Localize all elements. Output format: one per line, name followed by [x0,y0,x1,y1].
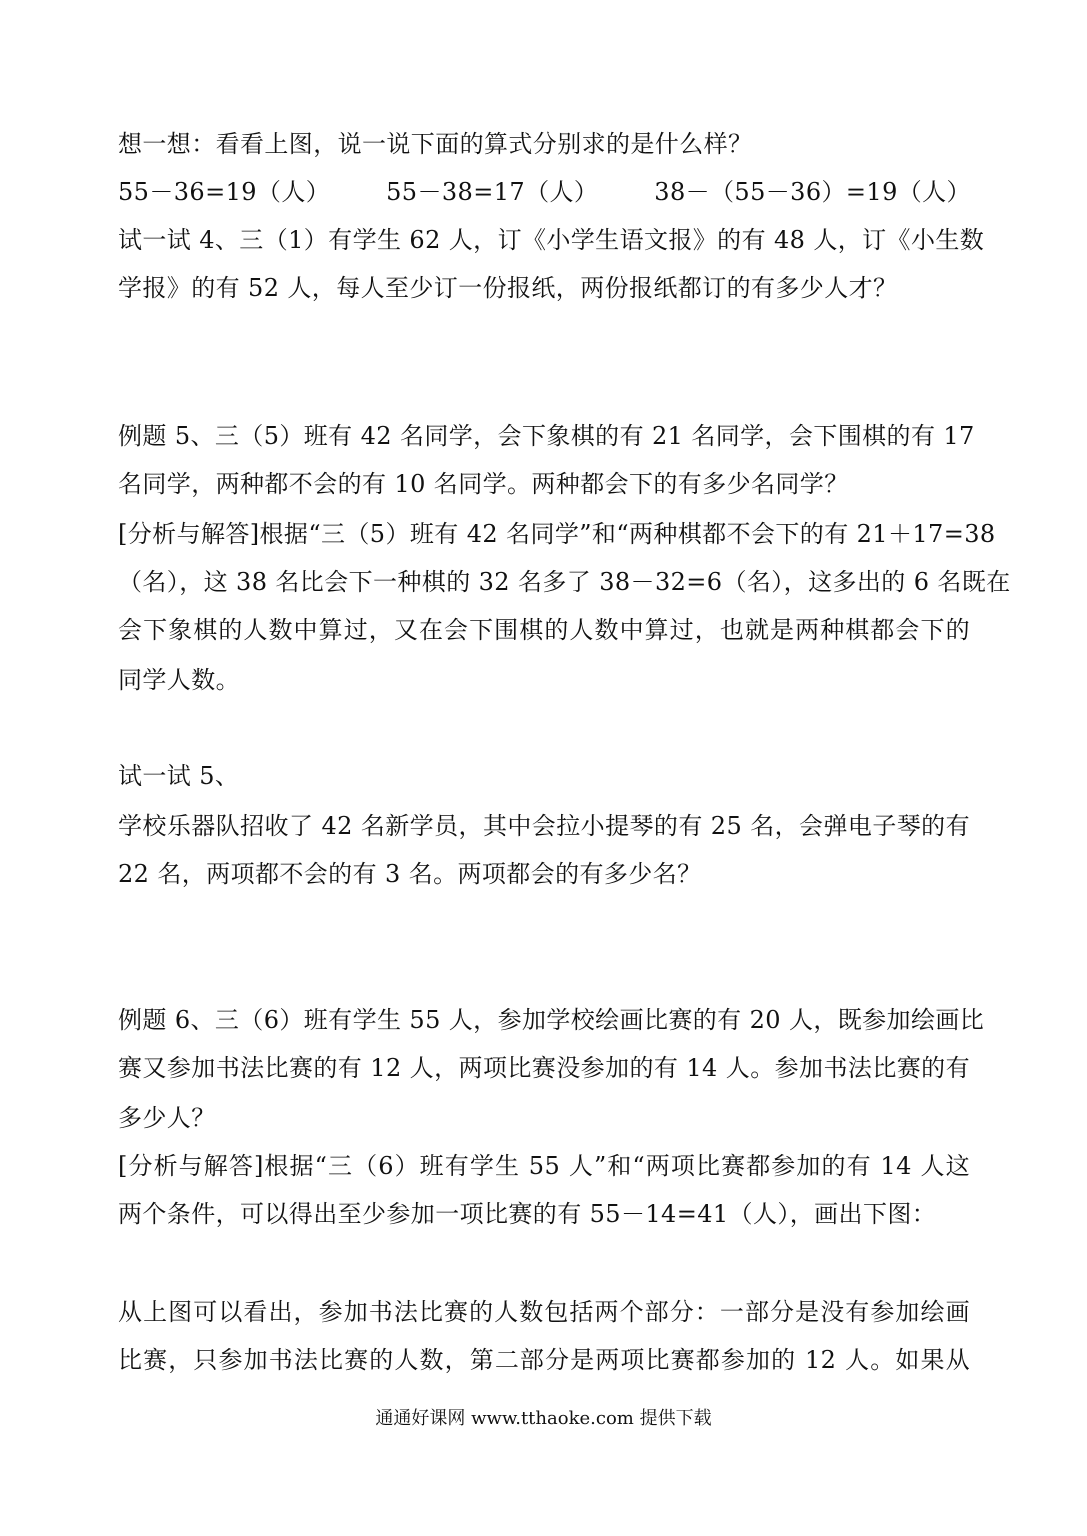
conclusion-line-2: 比赛，只参加书法比赛的人数，第二部分是两项比赛都参加的 12 人。如果从 [118,1346,970,1374]
formula-row [118,172,970,212]
conclusion-line-1: 从上图可以看出，参加书法比赛的人数包括两个部分：一部分是没有参加绘画 [118,1298,970,1326]
analysis-6-line-1: [分析与解答]根据“三（6）班有学生 55 人”和“两项比赛都参加的有 14 人这 [118,1152,970,1180]
analysis-5-line-1: [分析与解答]根据“三（5）班有 42 名同学”和“两种棋都不会下的有 21＋17=38 [118,520,996,548]
example-6-line-3: 多少人？ [118,1104,216,1132]
example-5-line-2: 名同学，两种都不会的有 10 名同学。两种都会下的有多少名同学？ [118,470,849,498]
formula-2: 55－38=17（人） [386,178,599,206]
analysis-6-line-2: 两个条件，可以得出至少参加一项比赛的有 55－14=41（人），画出下图： [118,1200,937,1228]
try-5-heading: 试一试 5、 [118,762,240,790]
think-prompt: 想一想：看看上图，说一说下面的算式分别求的是什么样？ [118,130,753,158]
try-5-line-2: 22 名，两项都不会的有 3 名。两项都会的有多少名？ [118,860,702,888]
try-4-line-2: 学报》的有 52 人，每人至少订一份报纸，两份报纸都订的有多少人才？ [118,274,898,302]
example-6-line-1: 例题 6、三（6）班有学生 55 人，参加学校绘画比赛的有 20 人，既参加绘画比 [118,1006,985,1034]
analysis-5-line-4: 同学人数。 [118,666,240,694]
formula-1: 55－36=19（人） [118,178,331,206]
formula-3: 38－（55－36）=19（人） [654,178,971,206]
example-6-line-2: 赛又参加书法比赛的有 12 人，两项比赛没参加的有 14 人。参加书法比赛的有 [118,1054,970,1082]
analysis-5-line-3: 会下象棋的人数中算过，又在会下围棋的人数中算过，也就是两种棋都会下的 [118,616,970,644]
example-5-line-1: 例题 5、三（5）班有 42 名同学，会下象棋的有 21 名同学，会下围棋的有 17 [118,422,975,450]
page-footer: 通通好课网 www.tthaoke.com 提供下载 [375,1408,712,1429]
try-5-line-1: 学校乐器队招收了 42 名新学员，其中会拉小提琴的有 25 名，会弹电子琴的有 [118,812,970,840]
try-4-line-1: 试一试 4、三（1）有学生 62 人，订《小学生语文报》的有 48 人，订《小生数 [118,226,985,254]
analysis-5-line-2: （名），这 38 名比会下一种棋的 32 名多了 38－32=6（名），这多出的 6 名既在 [118,568,1011,596]
